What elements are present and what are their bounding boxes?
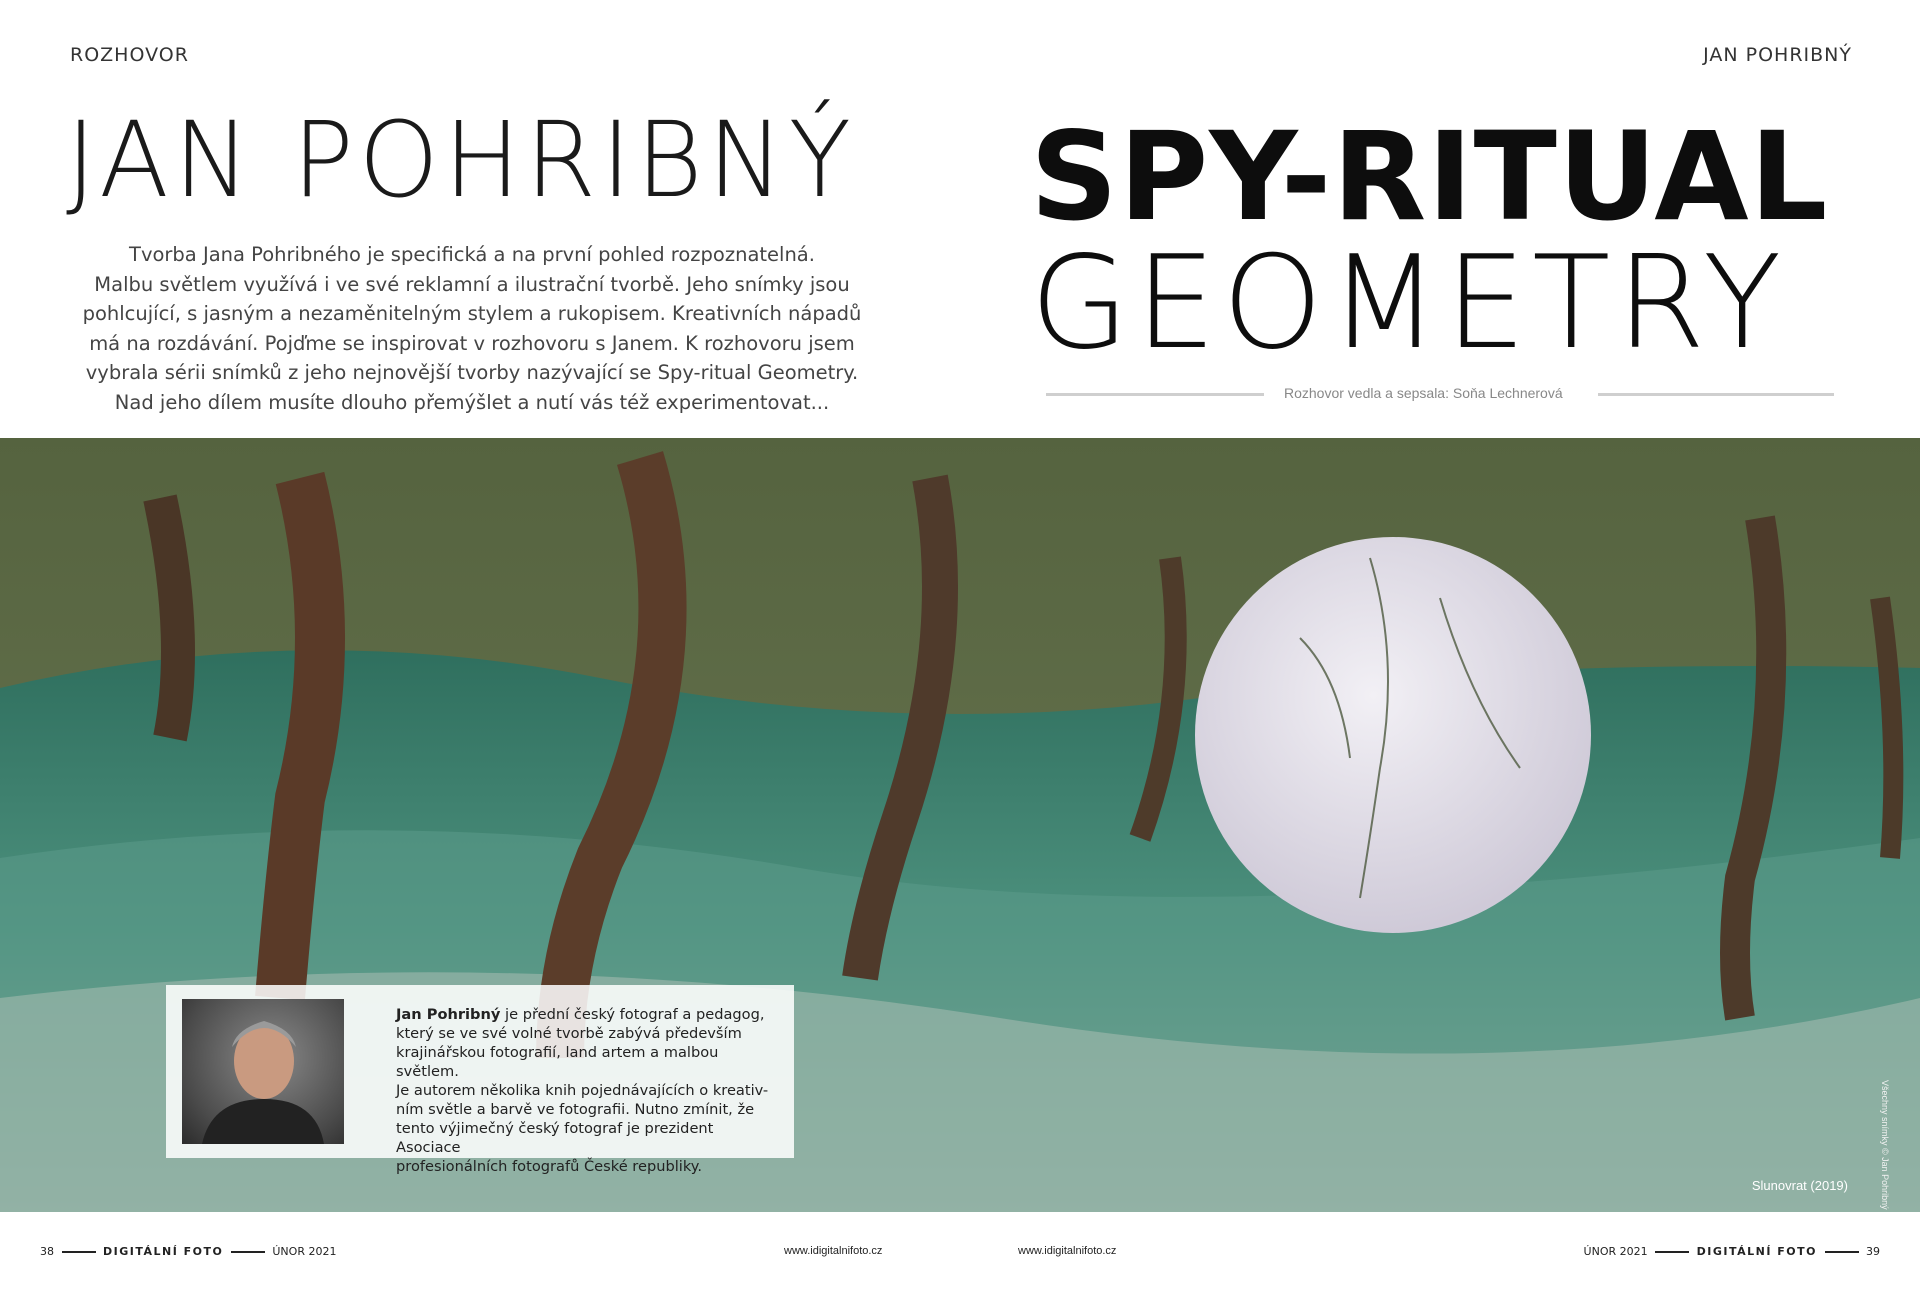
footer-bar (1655, 1251, 1689, 1253)
bio-line: tento výjimečný český fotograf je prezident Asociace (396, 1120, 714, 1156)
author-name: Jan Pohribný (396, 1006, 501, 1023)
footer-left (40, 1245, 336, 1258)
article-title-left: JAN POHRIBNÝ (66, 99, 856, 221)
photo-credit: Všechny snímky © Jan Pohribný (1880, 1080, 1890, 1210)
section-kicker-right: JAN POHRIBNÝ (1703, 44, 1852, 66)
bio-line: který se ve své volné tvorbě zabývá především (396, 1025, 742, 1042)
lead-line: pohlcující, s jasným a nezaměnitelným stylem a rukopisem. Kreativních nápadů (82, 302, 862, 325)
footer-bar (62, 1251, 96, 1253)
magazine-name-right: DIGITÁLNÍ FOTO (1696, 1245, 1817, 1258)
lead-line: vybrala sérii snímků z jeho nejnovější tvorby nazývající se Spy-ritual Geometry. (85, 361, 859, 384)
footer-bar (1825, 1251, 1859, 1253)
lead-line: Malbu světlem využívá i ve své reklamní a ilustrační tvorbě. Jeho snímky jsou (94, 272, 850, 296)
bio-line: krajinářskou fotografií, land artem a malbou světlem. (396, 1044, 719, 1080)
lead-line: Tvorba Jana Pohribného je specifická a na první pohled rozpoznatelná. (129, 243, 815, 266)
byline-rule-right (1598, 393, 1834, 396)
byline-rule-left (1046, 393, 1264, 396)
issue-date-right: ÚNOR 2021 (1583, 1245, 1648, 1258)
author-bio-box (166, 985, 794, 1175)
magazine-name-left: DIGITÁLNÍ FOTO (103, 1245, 224, 1258)
byline: Rozhovor vedla a sepsala: Soňa Lechnerová (1284, 385, 1563, 401)
portrait-silhouette (182, 999, 344, 1144)
website-link-right[interactable]: www.idigitalnifoto.cz (1018, 1245, 1117, 1257)
page-number-left: 38 (40, 1245, 54, 1258)
article-title-right-line1: SPY-RITUAL (1030, 106, 1829, 248)
author-portrait (182, 999, 344, 1144)
footer-right (1584, 1245, 1880, 1258)
bio-line: profesionálních fotografů České republiky. (396, 1158, 702, 1175)
lead-line: Nad jeho dílem musíte dlouho přemýšlet a nutí vás též experimentovat... (114, 390, 830, 414)
website-link-left[interactable]: www.idigitalnifoto.cz (784, 1245, 883, 1257)
lead-paragraph (62, 240, 882, 417)
photo-caption: Slunovrat (2019) (1751, 1178, 1848, 1193)
bio-line: je přední český fotograf a pedagog, (500, 1006, 765, 1023)
section-kicker-left: ROZHOVOR (70, 44, 189, 66)
lead-line: má na rozdávání. Pojďme se inspirovat v rozhovoru s Janem. K rozhovoru jsem (89, 331, 855, 355)
footer-bar (231, 1251, 265, 1253)
page-number-right: 39 (1866, 1245, 1880, 1258)
article-title-right-line2: GEOMETRY (1030, 229, 1788, 378)
bio-line: ním světle a barvě ve fotografii. Nutno zmínit, že (396, 1101, 755, 1118)
bio-line: Je autorem několika knih pojednávajících o kreativ- (396, 1082, 769, 1099)
issue-date-left: ÚNOR 2021 (272, 1245, 337, 1258)
author-bio-text (396, 1005, 780, 1176)
